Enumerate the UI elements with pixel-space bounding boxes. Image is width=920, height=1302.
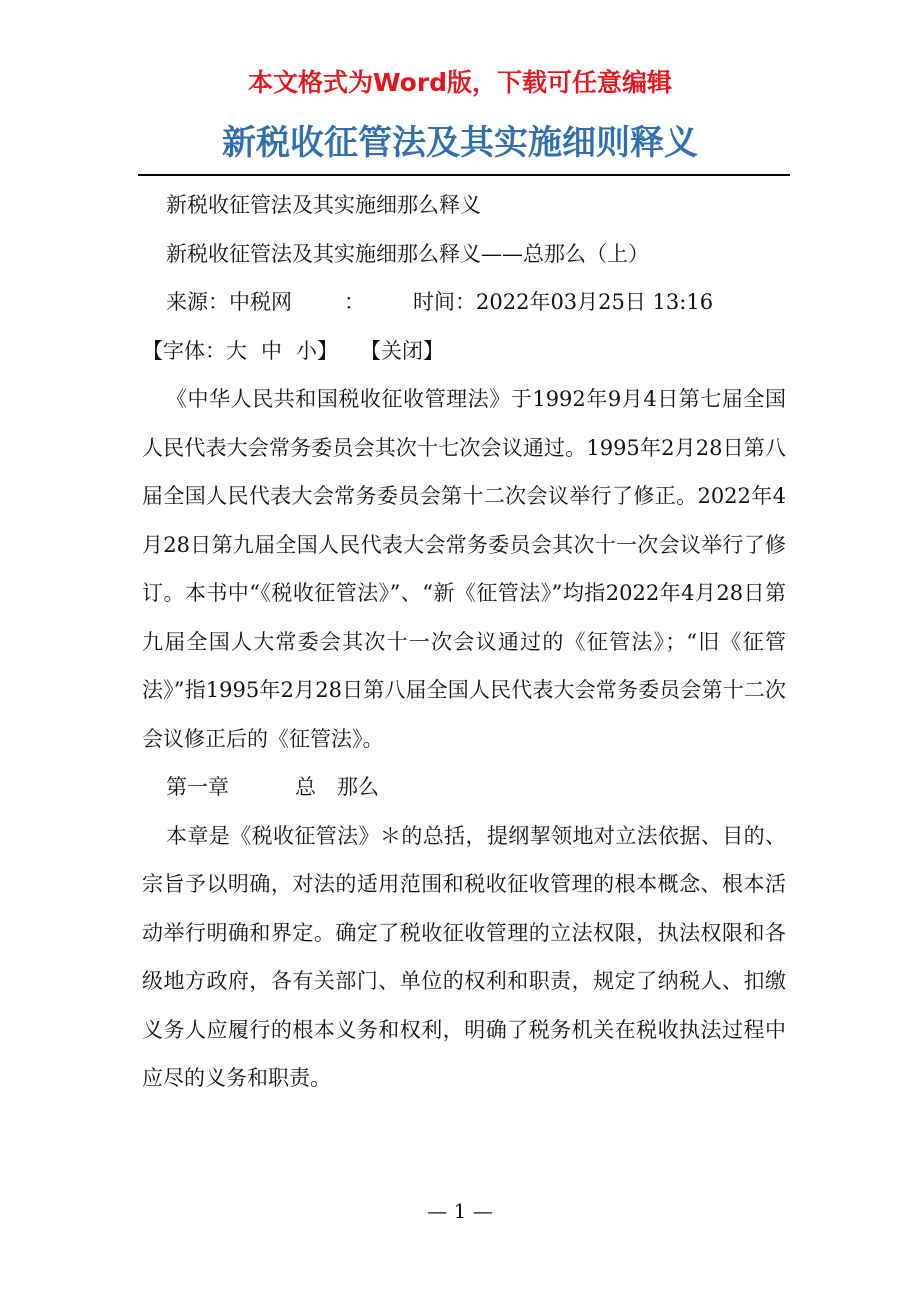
font-small-button[interactable]: 小】 [296,338,338,363]
article-subheading: 新税收征管法及其实施细那么释义——总那么（上） [166,241,649,266]
title-divider [138,174,790,176]
font-size-controls [142,327,786,376]
publish-time: 时间：2022年03月25日 13:16 [413,290,714,314]
font-medium-button[interactable]: 中 [261,338,282,363]
intro-paragraph: 《中华人民共和国税收征收管理法》于1992年9月4日第七届全国人民代表大会常务委员会其次十七次会议通过。1995年2月28日第八届全国人民代表大会常务委员会第十二次会议举行了修正。2022年4月28日第九届全国人民代表大会常务委员会其次十一次会议举行了修订。本书中“《税收征管法》”、“新《征管法》”均指2022年4月28日第九届全国人大常委会其次十一次会议通过的《征管法》；“旧《征管法》”指1995年2月28日第八届全国人民代表大会常务委员会第十二次会议修正后的《征管法》。 [142,387,786,751]
close-button[interactable]: 【关闭】 [360,338,444,363]
source-label: 来源：中税网 [166,290,292,314]
chapter-summary-paragraph: 本章是《税收征管法》＊的总括，提纲挈领地对立法依据、目的、宗旨予以明确，对法的适用范围和税收征收管理的根本概念、根本活动举行明确和界定。确定了税收征收管理的立法权限，执法权限和各级地方政府，各有关部门、单位的权利和职责，规定了纳税人、扣缴义务人应履行的根本义务和权利，明确了税务机关在税收执法过程中应尽的义务和职责。 [142,823,786,1090]
page-number: — 1 — [427,1199,493,1223]
article-body [142,181,786,1103]
chapter-heading [142,763,786,812]
chapter-number: 第一章 [166,775,229,799]
word-format-banner: 本文格式为Word版，下载可任意编辑 [247,68,673,97]
article-meta [142,278,786,327]
meta-separator: ： [344,290,365,314]
document-title: 新税收征管法及其实施细则释义 [222,123,698,163]
font-large-button[interactable]: 大 [226,338,247,363]
font-label: 【字体： [142,338,226,363]
article-heading: 新税收征管法及其实施细那么释义 [166,193,481,217]
chapter-title: 总 那么 [295,775,379,799]
